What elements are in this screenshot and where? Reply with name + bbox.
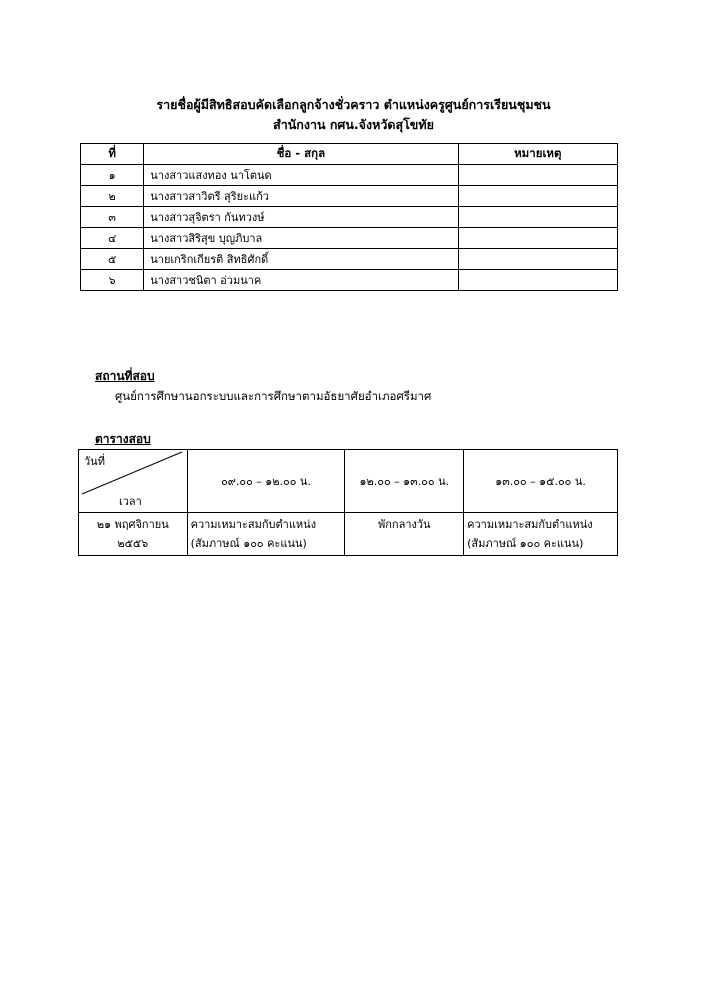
row-no: ๔ xyxy=(81,228,144,249)
row-name: นางสาวสิริสุข บุญภิบาล xyxy=(144,228,458,249)
row-name: นางสาวแสงทอง นาโตนด xyxy=(144,165,458,186)
table-row xyxy=(81,228,618,249)
schedule-slot-1 xyxy=(187,513,345,556)
row-no: ๓ xyxy=(81,207,144,228)
row-name: นางสาวสาวิตรี สุริยะแก้ว xyxy=(144,186,458,207)
row-note xyxy=(458,270,617,291)
header-no: ที่ xyxy=(81,144,144,165)
schedule-label: ตารางสอบ xyxy=(95,432,151,446)
table-row xyxy=(81,186,618,207)
corner-date-label: วันที่ xyxy=(84,455,105,468)
row-name: นายเกริกเกียรติ สิทธิศักดิ์ xyxy=(144,249,458,270)
schedule-date: ๒๑ พฤศจิกายน xyxy=(96,518,169,531)
header-note: หมายเหตุ xyxy=(458,144,617,165)
candidates-table xyxy=(80,143,618,291)
schedule-corner-cell xyxy=(79,450,188,513)
time-slot-header: ๑๓.๐๐ – ๑๕.๐๐ น. xyxy=(464,450,618,513)
time-slot-header: ๐๙.๐๐ – ๑๒.๐๐ น. xyxy=(187,450,345,513)
row-no: ๖ xyxy=(81,270,144,291)
row-no: ๕ xyxy=(81,249,144,270)
row-no: ๑ xyxy=(81,165,144,186)
corner-time-label: เวลา xyxy=(119,495,142,508)
table-row xyxy=(81,207,618,228)
row-name: นางสาวชนิตา อ่วมนาค xyxy=(144,270,458,291)
schedule-table xyxy=(78,449,618,556)
table-row xyxy=(81,249,618,270)
time-slot-header: ๑๒.๐๐ – ๑๓.๐๐ น. xyxy=(345,450,464,513)
slot-1-detail: (สัมภาษณ์ ๑๐๐ คะแนน) xyxy=(190,537,307,550)
schedule-slot-2 xyxy=(345,513,464,556)
slot-1-subject: ความเหมาะสมกับตำแหน่ง xyxy=(190,518,317,531)
slot-3-subject: ความเหมาะสมกับตำแหน่ง xyxy=(467,518,593,531)
row-note xyxy=(458,165,617,186)
schedule-header-row xyxy=(79,450,618,513)
schedule-year: ๒๕๕๖ xyxy=(117,537,149,550)
row-note xyxy=(458,249,617,270)
document-subtitle: สำนักงาน กศน.จังหวัดสุโขทัย xyxy=(273,117,434,132)
slot-3-detail: (สัมภาษณ์ ๑๐๐ คะแนน) xyxy=(467,537,584,550)
venue-text: ศูนย์การศึกษานอกระบบและการศึกษาตามอัธยาศัยอำเภอศรีมาศ xyxy=(115,389,432,403)
table-row xyxy=(81,165,618,186)
schedule-date-cell xyxy=(79,513,188,556)
slot-2-break: พักกลางวัน xyxy=(378,518,431,531)
row-note xyxy=(458,207,617,228)
row-name: นางสาวสุจิตรา กันทวงษ์ xyxy=(144,207,458,228)
row-no: ๒ xyxy=(81,186,144,207)
schedule-row xyxy=(79,513,618,556)
row-note xyxy=(458,228,617,249)
header-name: ชื่อ - สกุล xyxy=(144,144,458,165)
venue-label: สถานที่สอบ xyxy=(95,369,155,383)
row-note xyxy=(458,186,617,207)
schedule-slot-3 xyxy=(464,513,618,556)
table-row xyxy=(81,270,618,291)
candidates-header-row xyxy=(81,144,618,165)
document-title: รายชื่อผู้มีสิทธิสอบคัดเลือกลูกจ้างชั่วคราว ตำแหน่งครูศูนย์การเรียนชุมชน xyxy=(156,97,551,112)
